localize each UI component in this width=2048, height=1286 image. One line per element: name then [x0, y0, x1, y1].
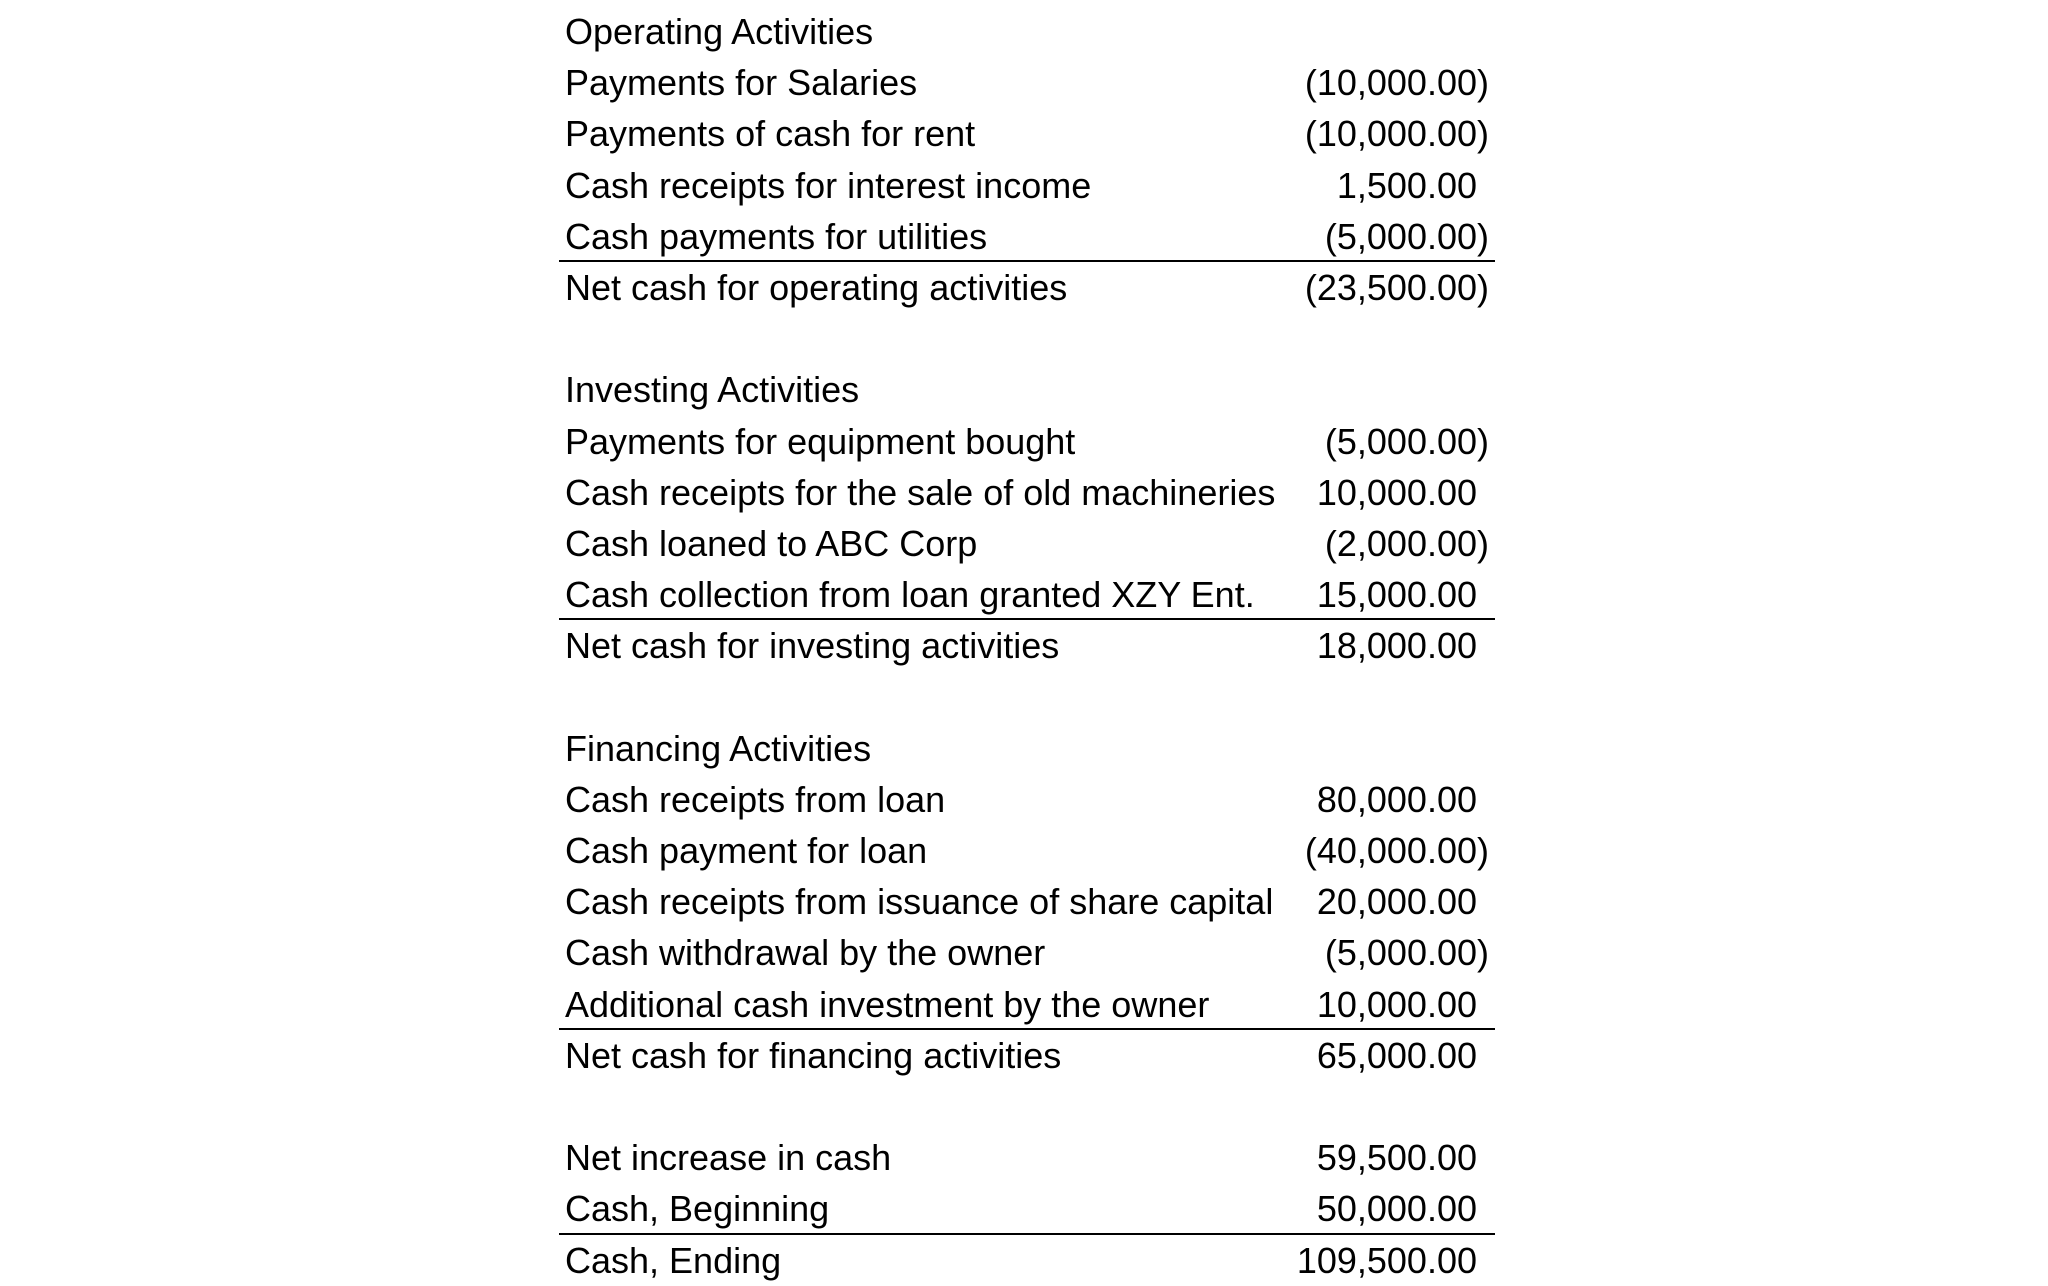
- table-row: [559, 927, 1495, 978]
- row-value: 1,500.00: [1336, 164, 1477, 206]
- total-label: Net cash for financing activities: [565, 1034, 1062, 1076]
- row-label: Cash receipts for interest income: [565, 164, 1092, 206]
- cash-ending-label: Cash, Ending: [565, 1239, 782, 1281]
- cash-ending-row: [559, 1235, 1495, 1286]
- row-label: Cash receipts from loan: [565, 778, 946, 820]
- table-row: [559, 569, 1495, 620]
- row-label: Payments for Salaries: [565, 62, 918, 104]
- table-row: [559, 57, 1495, 108]
- row-value: 10,000.00: [1316, 983, 1477, 1025]
- table-row: [559, 211, 1495, 262]
- investing-total-row: [559, 620, 1495, 671]
- cash-ending-value: 109,500.00: [1296, 1239, 1477, 1281]
- row-value: (2,000.00): [1324, 522, 1489, 564]
- row-value: (10,000.00): [1304, 113, 1489, 155]
- row-value: (5,000.00): [1324, 215, 1489, 257]
- financing-section-header: Financing Activities: [565, 727, 872, 769]
- cash-beginning-value: 50,000.00: [1316, 1188, 1477, 1230]
- investing-header-row: [559, 364, 1495, 415]
- row-value: 20,000.00: [1316, 881, 1477, 923]
- section-spacer: [559, 313, 1495, 364]
- row-value: 80,000.00: [1316, 778, 1477, 820]
- row-value: (5,000.00): [1324, 932, 1489, 974]
- net-increase-label: Net increase in cash: [565, 1137, 892, 1179]
- financing-header-row: [559, 723, 1495, 774]
- row-label: Cash loaned to ABC Corp: [565, 522, 978, 564]
- row-label: Cash withdrawal by the owner: [565, 932, 1046, 974]
- section-spacer: [559, 671, 1495, 722]
- row-label: Cash payments for utilities: [565, 215, 988, 257]
- investing-section-header: Investing Activities: [565, 369, 860, 411]
- table-row: [559, 876, 1495, 927]
- financing-total-row: [559, 1030, 1495, 1081]
- total-label: Net cash for operating activities: [565, 266, 1068, 308]
- table-row: [559, 108, 1495, 159]
- row-label: Additional cash investment by the owner: [565, 983, 1210, 1025]
- row-value: 15,000.00: [1316, 574, 1477, 616]
- cash-flow-statement: [559, 6, 1495, 1286]
- operating-section-header: Operating Activities: [565, 11, 874, 52]
- row-label: Payments for equipment bought: [565, 420, 1076, 462]
- table-row: [559, 979, 1495, 1030]
- row-value: (10,000.00): [1304, 62, 1489, 104]
- section-spacer: [559, 1081, 1495, 1132]
- row-label: Cash collection from loan granted XZY Ent.: [565, 574, 1255, 616]
- cash-beginning-row: [559, 1183, 1495, 1234]
- table-row: [559, 518, 1495, 569]
- net-increase-value: 59,500.00: [1316, 1137, 1477, 1179]
- total-label: Net cash for investing activities: [565, 625, 1060, 667]
- total-value: 65,000.00: [1316, 1034, 1477, 1076]
- table-row: [559, 160, 1495, 211]
- cash-beginning-label: Cash, Beginning: [565, 1188, 830, 1230]
- row-value: 10,000.00: [1316, 471, 1477, 513]
- total-value: (23,500.00): [1304, 266, 1489, 308]
- row-label: Cash receipts for the sale of old machineries: [565, 471, 1276, 513]
- operating-header-row: [559, 6, 1495, 57]
- operating-total-row: [559, 262, 1495, 313]
- total-value: 18,000.00: [1316, 625, 1477, 667]
- row-label: Cash receipts from issuance of share capital: [565, 881, 1274, 923]
- net-increase-row: [559, 1132, 1495, 1183]
- row-label: Cash payment for loan: [565, 830, 928, 871]
- table-row: [559, 467, 1495, 518]
- table-row: [559, 774, 1495, 825]
- row-value: (40,000.00): [1304, 830, 1489, 871]
- row-label: Payments of cash for rent: [565, 113, 976, 155]
- table-row: [559, 416, 1495, 467]
- table-row: [559, 825, 1495, 876]
- row-value: (5,000.00): [1324, 420, 1489, 462]
